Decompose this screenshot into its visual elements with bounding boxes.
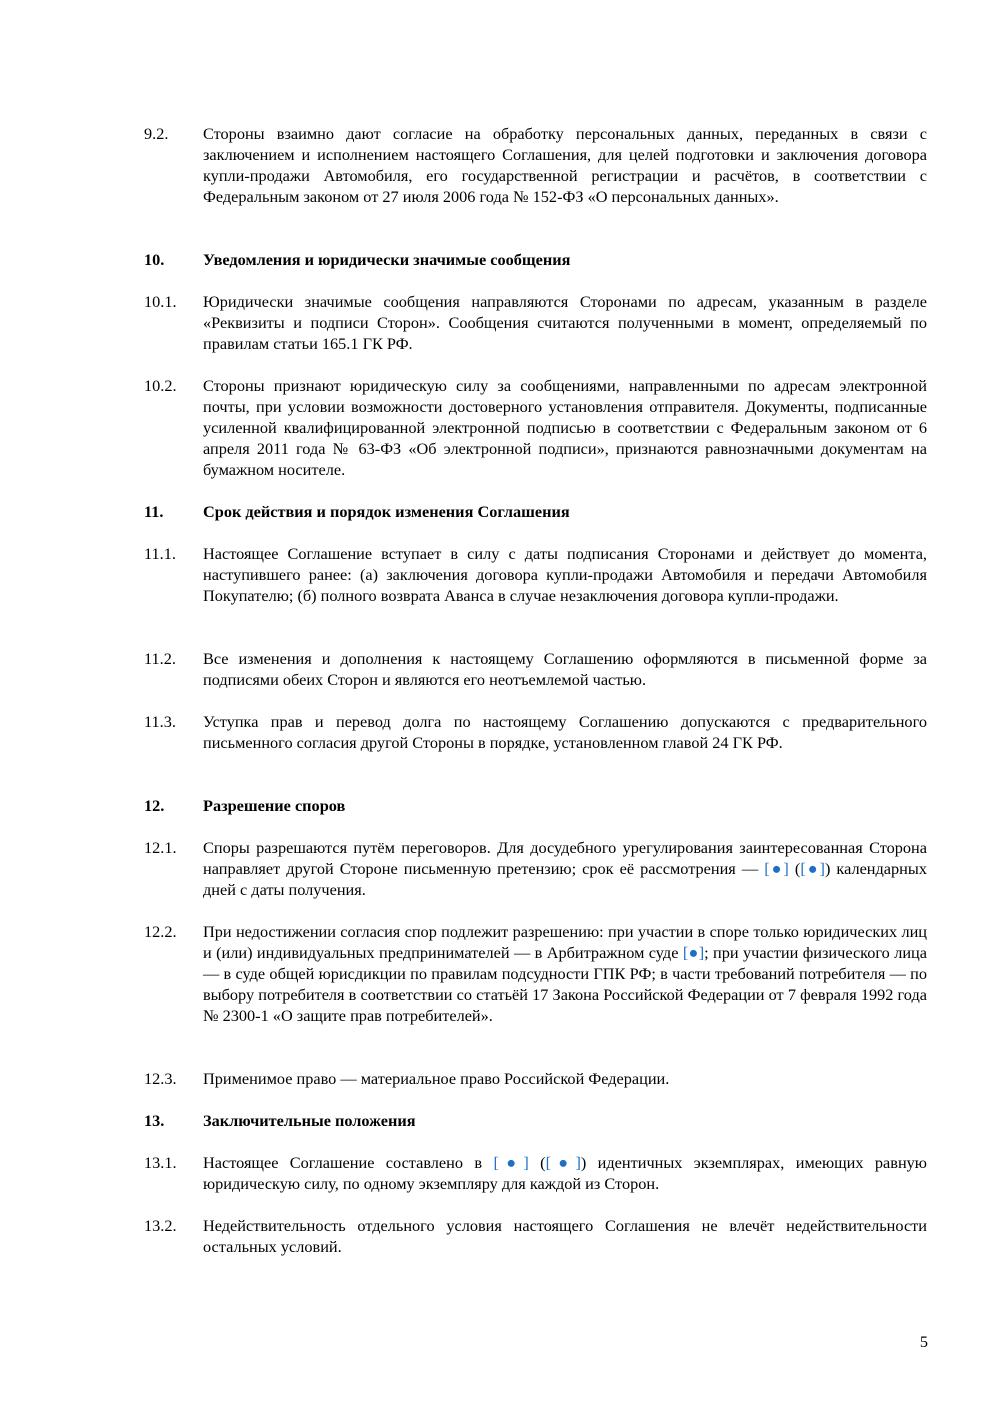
- text-segment: (: [788, 859, 801, 878]
- section-title: Заключительные положения: [203, 1111, 416, 1130]
- clause-text: [203, 123, 927, 207]
- text-segment: Стороны признают юридическую силу за сообщениями, направленными по адресам электронной почты, при условии возможности достоверного установления отправителя. Документы, подписанные усиленной квалифицированной электронной подписью в соответствии с Федеральным законом от 6 апреля 2011 года № 63-ФЗ «Об электронной подписи», признаются равнозначными документам на бумажном носителе.: [203, 376, 927, 479]
- placeholder-field: [●]: [493, 1153, 529, 1172]
- clause: [144, 648, 927, 690]
- clause: [144, 1068, 927, 1089]
- placeholder-field: [●]: [545, 1153, 581, 1172]
- clause-number: 9.2.: [144, 124, 169, 143]
- section-number: 10.: [144, 250, 165, 269]
- text-segment: Применимое право — материальное право Российской Федерации.: [203, 1069, 670, 1088]
- clause: [144, 291, 927, 354]
- section-title: Уведомления и юридически значимые сообщения: [203, 250, 571, 269]
- section-heading: [144, 249, 927, 270]
- clause-number: 11.1.: [144, 544, 176, 563]
- clause: [144, 123, 927, 207]
- text-segment: Уступка прав и перевод долга по настоящему Соглашению допускаются с предварительного письменного согласия другой Стороны в порядке, установленном главой 24 ГК РФ.: [203, 712, 927, 752]
- clause-number: 12.3.: [144, 1069, 177, 1088]
- clause-text: [203, 1215, 927, 1257]
- section-title: Срок действия и порядок изменения Соглашения: [203, 502, 570, 521]
- clause: [144, 921, 927, 1026]
- placeholder-field: [●]: [800, 859, 825, 878]
- clause-number: 11.2.: [144, 649, 176, 668]
- text-segment: ) календарных дней с даты получения.: [203, 859, 927, 899]
- clause-text: [203, 375, 927, 480]
- clause-text: [203, 837, 927, 900]
- clause-text: [203, 1068, 927, 1089]
- section-heading: [144, 1110, 927, 1131]
- clause-number: 12.1.: [144, 838, 177, 857]
- section-number: 11.: [144, 502, 164, 521]
- clause-number: 10.1.: [144, 292, 177, 311]
- clause-text: [203, 711, 927, 753]
- section-heading: [144, 795, 927, 816]
- clause: [144, 1215, 927, 1257]
- text-segment: ) идентичных экземплярах, имеющих равную юридическую силу, по одному экземпляру для каждой из Сторон.: [203, 1153, 927, 1193]
- section-title: Разрешение споров: [203, 796, 346, 815]
- clause-number: 11.3.: [144, 712, 176, 731]
- text-segment: При недостижении согласия спор подлежит разрешению: при участии в споре только юридических лиц и (или) индивидуальных предпринимателей — в Арбитражном суде: [203, 922, 927, 962]
- text-segment: Споры разрешаются путём переговоров. Для досудебного урегулирования заинтересованная Сторона направляет другой Стороне письменную претензию; срок её рассмотрения —: [203, 838, 927, 878]
- clause-text: [203, 921, 927, 1026]
- clause-number: 12.2.: [144, 922, 177, 941]
- clause: [144, 543, 927, 606]
- text-segment: Стороны взаимно дают согласие на обработку персональных данных, переданных в связи с заключением и исполнением настоящего Соглашения, для целей подготовки и заключения договора купли-продажи Автомобиля, его государственной регистрации и расчётов, в соответствии с Федеральным законом от 27 июля 2006 года № 152-ФЗ «О персональных данных».: [203, 124, 927, 206]
- clause: [144, 711, 927, 753]
- text-segment: Настоящее Соглашение вступает в силу с даты подписания Сторонами и действует до момента, наступившего ранее: (а) заключения договора купли-продажи Автомобиля и передачи Автомобиля Покупателю; (б) полного возврата Аванса в случае незаключения договора купли-продажи.: [203, 544, 927, 605]
- text-segment: Юридически значимые сообщения направляются Сторонами по адресам, указанным в разделе «Реквизиты и подписи Сторон». Сообщения считаются полученными в момент, определяемый по правилам статьи 165.1 ГК РФ.: [203, 292, 927, 353]
- text-segment: ; при участии физического лица — в суде общей юрисдикции по правилам подсудности ГПК РФ; в части требований потребителя — по выбору потребителя в соответствии со статьёй 17 Закона Российской Федерации от 7 февраля 1992 года № 2300-1 «О защите прав потребителей».: [203, 943, 927, 1025]
- placeholder-field: [●]: [682, 943, 705, 962]
- clause-text: [203, 1152, 927, 1194]
- clause: [144, 1152, 927, 1194]
- clause-text: [203, 543, 927, 606]
- page-number: 5: [919, 1332, 928, 1351]
- section-heading: [144, 501, 927, 522]
- clause-text: [203, 648, 927, 690]
- clause-text: [203, 291, 927, 354]
- section-number: 12.: [144, 796, 165, 815]
- text-segment: Все изменения и дополнения к настоящему Соглашению оформляются в письменной форме за подписями обеих Сторон и являются его неотъемлемой частью.: [203, 649, 927, 689]
- clause: [144, 375, 927, 480]
- text-segment: Настоящее Соглашение составлено в: [203, 1153, 494, 1172]
- clause-number: 13.2.: [144, 1216, 177, 1235]
- clause-number: 10.2.: [144, 376, 177, 395]
- clause: [144, 837, 927, 900]
- section-number: 13.: [144, 1111, 165, 1130]
- clause-number: 13.1.: [144, 1153, 177, 1172]
- text-segment: (: [528, 1153, 546, 1172]
- text-segment: Недействительность отдельного условия настоящего Соглашения не влечёт недействительности остальных условий.: [203, 1216, 927, 1256]
- placeholder-field: [●]: [764, 859, 789, 878]
